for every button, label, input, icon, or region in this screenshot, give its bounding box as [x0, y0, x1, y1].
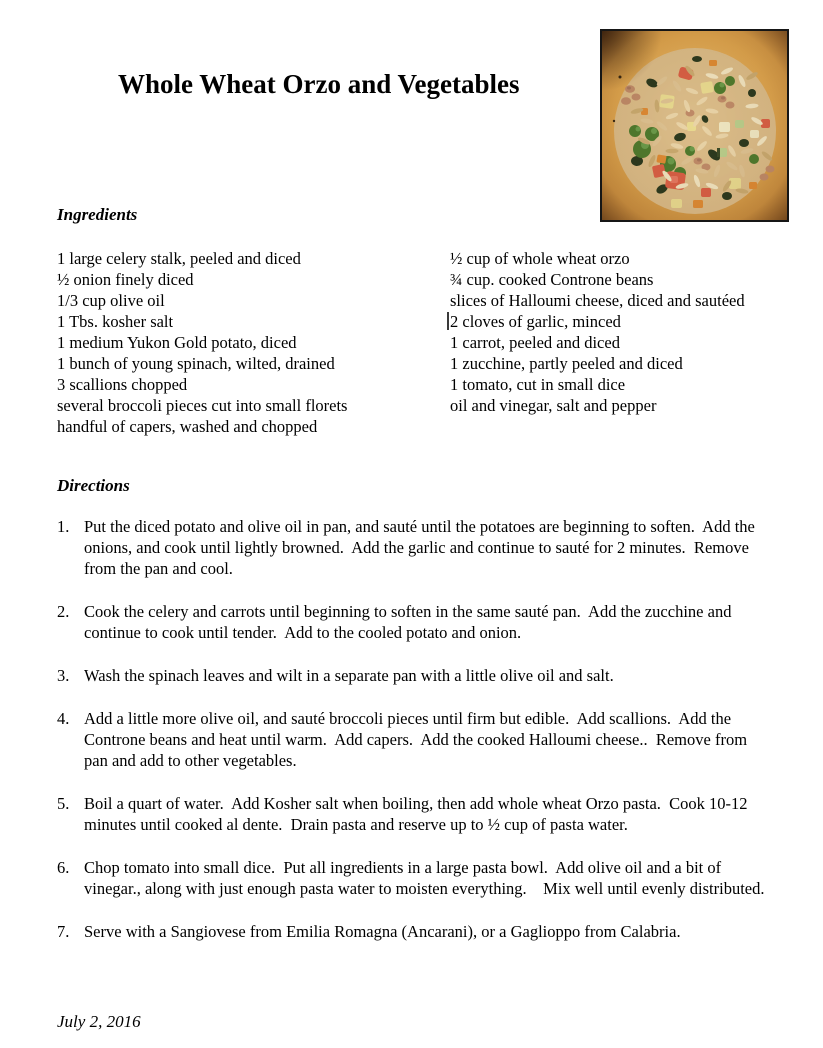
- directions-heading[interactable]: Directions: [57, 476, 130, 495]
- text-cursor: [447, 312, 449, 330]
- ingredient-item[interactable]: slices of Halloumi cheese, diced and sautéed: [450, 291, 745, 310]
- ingredient-item[interactable]: ½ onion finely diced: [57, 270, 194, 289]
- direction-step[interactable]: [57, 921, 772, 942]
- step-text[interactable]: Boil a quart of water. Add Kosher salt when boiling, then add whole wheat Orzo pasta. Cook 10-12 minutes until cooked al dente. Drain pasta and reserve up to ½ cup of pasta water.: [84, 794, 752, 834]
- ingredient-item[interactable]: 1/3 cup olive oil: [57, 291, 165, 310]
- step-number: 2.: [57, 602, 70, 621]
- ingredient-item[interactable]: 2 cloves of garlic, minced: [450, 312, 621, 331]
- ingredient-item-with-cursor[interactable]: [450, 311, 772, 332]
- direction-step[interactable]: [57, 516, 772, 579]
- ingredient-item[interactable]: 1 carrot, peeled and diced: [450, 333, 620, 352]
- step-text[interactable]: Add a little more olive oil, and sauté broccoli pieces until firm but edible. Add scallions. Add the Controne beans and heat until warm. Add capers. Add the cooked Halloumi cheese.. Remove from pan and add to other vegetables.: [84, 709, 752, 770]
- direction-step[interactable]: [57, 857, 772, 899]
- ingredient-item[interactable]: 1 large celery stalk, peeled and diced: [57, 249, 301, 268]
- step-text[interactable]: Wash the spinach leaves and wilt in a separate pan with a little olive oil and salt.: [84, 666, 614, 685]
- step-text[interactable]: Serve with a Sangiovese from Emilia Romagna (Ancarani), or a Gaglioppo from Calabria.: [84, 922, 681, 941]
- ingredient-item[interactable]: handful of capers, washed and chopped: [57, 417, 318, 436]
- direction-step[interactable]: [57, 793, 772, 835]
- step-text[interactable]: Cook the celery and carrots until beginning to soften in the same sauté pan. Add the zucchine and continue to cook until tender. Add to the cooled potato and onion.: [84, 602, 736, 642]
- directions-list: [57, 516, 772, 964]
- ingredient-item[interactable]: 1 bunch of young spinach, wilted, drained: [57, 354, 335, 373]
- ingredients-column-left: [57, 248, 447, 437]
- ingredient-item[interactable]: oil and vinegar, salt and pepper: [450, 396, 657, 415]
- step-text[interactable]: Put the diced potato and olive oil in pan, and sauté until the potatoes are beginning to soften. Add the onions, and cook until lightly browned. Add the garlic and continue to sauté for 2 minutes. Remove from the pan and cool.: [84, 517, 759, 578]
- step-number: 5.: [57, 794, 70, 813]
- step-number: 4.: [57, 709, 70, 728]
- ingredient-item[interactable]: 1 Tbs. kosher salt: [57, 312, 174, 331]
- direction-step[interactable]: [57, 601, 772, 643]
- ingredients-heading[interactable]: Ingredients: [57, 205, 138, 224]
- document-date[interactable]: July 2, 2016: [57, 1012, 141, 1031]
- recipe-photo[interactable]: [600, 29, 789, 222]
- ingredient-item[interactable]: ½ cup of whole wheat orzo: [450, 249, 630, 268]
- ingredient-item[interactable]: 3 scallions chopped: [57, 375, 188, 394]
- ingredients-column-right: [450, 248, 772, 416]
- ingredient-item[interactable]: 1 tomato, cut in small dice: [450, 375, 626, 394]
- ingredient-item[interactable]: several broccoli pieces cut into small florets: [57, 396, 348, 415]
- direction-step[interactable]: [57, 665, 772, 686]
- recipe-photo-image: [602, 31, 787, 220]
- step-number: 3.: [57, 666, 70, 685]
- direction-step[interactable]: [57, 708, 772, 771]
- step-number: 6.: [57, 858, 70, 877]
- page-title[interactable]: Whole Wheat Orzo and Vegetables: [118, 69, 520, 99]
- step-number: 1.: [57, 517, 70, 536]
- ingredient-item[interactable]: 1 zucchine, partly peeled and diced: [450, 354, 683, 373]
- ingredient-item[interactable]: 1 medium Yukon Gold potato, diced: [57, 333, 297, 352]
- ingredient-item[interactable]: ¾ cup. cooked Controne beans: [450, 270, 654, 289]
- step-number: 7.: [57, 922, 70, 941]
- step-text[interactable]: Chop tomato into small dice. Put all ingredients in a large pasta bowl. Add olive oil and a bit of vinegar., along with just enough pasta water to moisten everything. Mix well until evenly distributed.: [84, 858, 765, 898]
